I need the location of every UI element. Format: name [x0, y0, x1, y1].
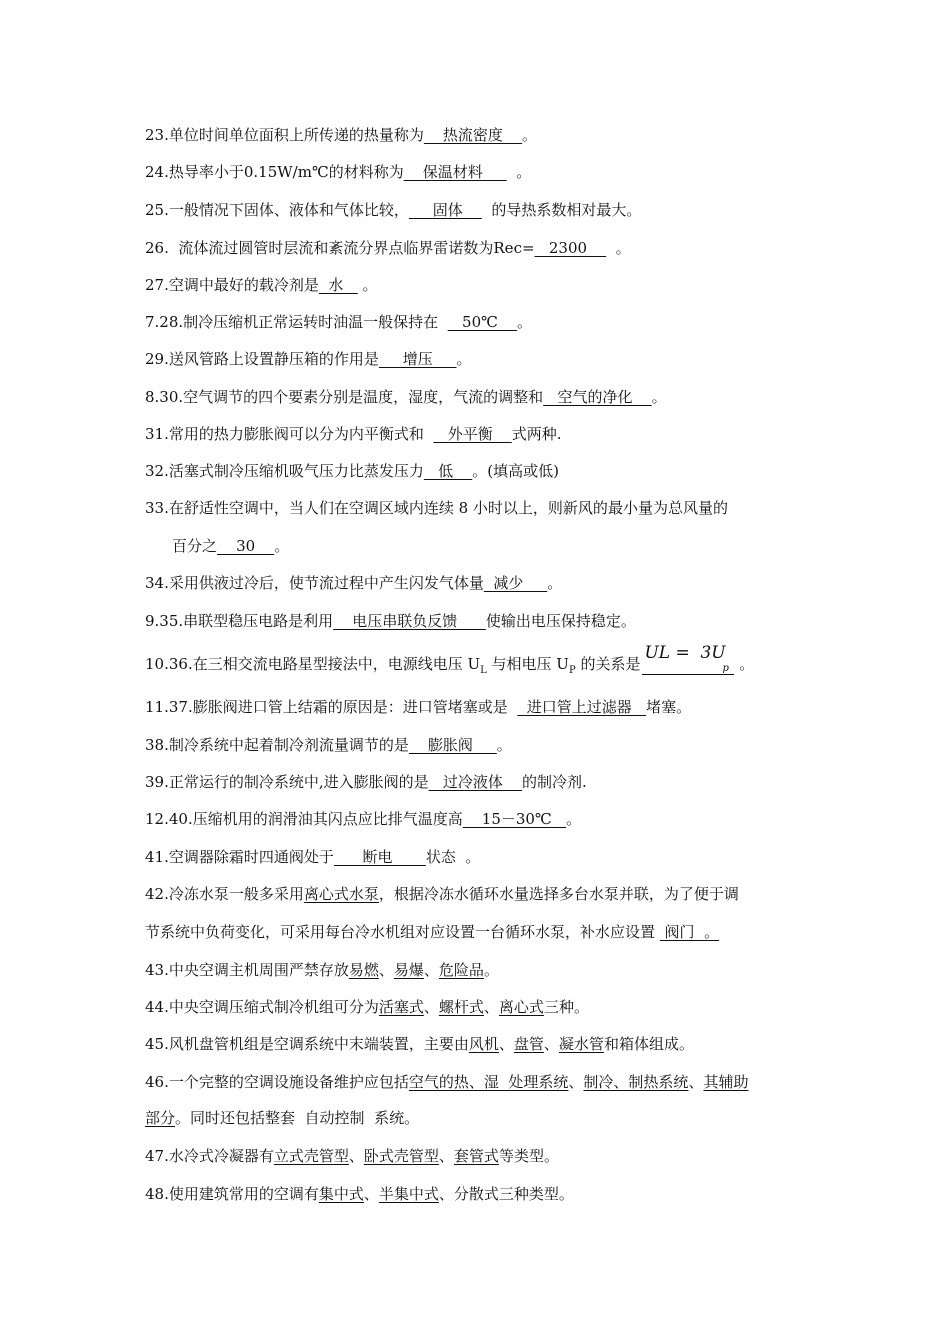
question-text: 25.一般情况下固体、液体和气体比较， — [145, 201, 409, 219]
answer-blank: 危险品 — [438, 961, 484, 979]
question-text: 24.热导率小于0.15W/m℃的材料称为 — [145, 163, 404, 181]
question-line-q38 — [145, 734, 512, 756]
question-text: 与相电压 U — [486, 655, 569, 673]
question-text: 式两种. — [511, 425, 562, 443]
question-text: 。同时还包括整套 自动控制 系统。 — [175, 1109, 420, 1127]
question-text: 。 — [506, 163, 532, 181]
subscript-text: P — [568, 665, 576, 676]
answer-blank: 凝水管 — [558, 1035, 604, 1053]
question-line-q37 — [145, 696, 691, 718]
question-text: 。 — [734, 655, 755, 673]
question-text: 11.37.膨胀阀进口管上结霜的原因是：进口管堵塞或是 — [145, 698, 518, 716]
question-line-q27 — [145, 274, 377, 296]
answer-blank: 低 — [423, 462, 473, 480]
question-text: 27.空调中最好的载冷剂是 — [145, 276, 319, 294]
formula-subscript: p — [722, 663, 729, 674]
question-text: 。 — [274, 537, 290, 555]
question-text: 。 — [606, 239, 631, 257]
question-line-q42a — [145, 883, 739, 905]
question-text: 8.30.空气调节的四个要素分别是温度，湿度，气流的调整和 — [145, 388, 544, 406]
question-text: 9.35.串联型稳压电路是利用 — [145, 612, 334, 630]
question-text: ，根据冷冻水循环水量选择多台水泵并联，为了便于调 — [378, 885, 739, 903]
answer-blank: 制冷、制热系统 — [583, 1073, 689, 1091]
question-line-q42b — [145, 921, 719, 943]
question-text: 状态 。 — [425, 848, 481, 866]
question-line-q48 — [145, 1183, 574, 1205]
question-text: 使输出电压保持稳定。 — [485, 612, 636, 630]
question-line-q33b — [172, 535, 289, 557]
question-line-q43 — [145, 959, 499, 981]
answer-blank: 半集中式 — [378, 1185, 439, 1203]
answer-blank: 立式壳管型 — [273, 1147, 349, 1165]
question-text: 。 — [483, 961, 499, 979]
answer-blank: 热流密度 — [423, 126, 523, 144]
question-text: 7.28.制冷压缩机正常运转时油温一般保持在 — [145, 313, 448, 331]
question-text: 、 — [423, 998, 439, 1016]
question-text: 32.活塞式制冷压缩机吸气压力比蒸发压力 — [145, 462, 424, 480]
answer-blank: 增压 — [378, 350, 457, 368]
question-line-q46b — [145, 1107, 419, 1129]
question-text: 。 — [522, 126, 538, 144]
formula-rhs: 3U — [700, 643, 726, 663]
answer-blank: 阀门 。 — [659, 923, 720, 941]
question-text: 百分之 — [172, 537, 218, 555]
question-line-q35 — [145, 610, 636, 632]
question-text: 三种。 — [543, 998, 589, 1016]
question-text: 29.送风管路上设置静压箱的作用是 — [145, 350, 379, 368]
question-text: 堵塞。 — [646, 698, 692, 716]
question-text: 、 — [543, 1035, 559, 1053]
question-text: 的导热系数相对最大。 — [481, 201, 642, 219]
answer-blank: 空气的净化 — [543, 388, 652, 406]
question-text: 47.水冷式冷凝器有 — [145, 1147, 274, 1165]
question-line-q26 — [145, 237, 631, 259]
question-line-q33a — [145, 497, 728, 519]
answer-blank: 断电 — [333, 848, 426, 866]
question-text: 、 — [378, 961, 394, 979]
question-text: 31.常用的热力膨胀阀可以分为内平衡式和 — [145, 425, 434, 443]
question-text: 23.单位时间单位面积上所传递的热量称为 — [145, 126, 424, 144]
answer-blank: 进口管上过滤器 — [517, 698, 647, 716]
question-text: 。 — [547, 574, 563, 592]
question-text: 、 — [423, 961, 439, 979]
answer-blank: 部分 — [145, 1109, 176, 1127]
answer-blank: 50℃ — [447, 313, 517, 331]
question-text: 45.风机盘管机组是空调系统中末端装置，主要由 — [145, 1035, 469, 1053]
question-text: 和箱体组成。 — [603, 1035, 694, 1053]
question-text: 41.空调器除霜时四通阀处于 — [145, 848, 334, 866]
answer-blank: 2300 — [534, 239, 607, 257]
answer-blank: 过冷液体 — [428, 773, 523, 791]
question-line-q40 — [145, 808, 581, 830]
answer-blank: 30 — [217, 537, 275, 555]
question-text: 48.使用建筑常用的空调有 — [145, 1185, 319, 1203]
question-text: 43.中央空调主机周围严禁存放 — [145, 961, 349, 979]
answer-formula — [642, 643, 734, 675]
question-line-q41 — [145, 846, 480, 868]
answer-blank: 活塞式 — [378, 998, 424, 1016]
answer-blank: 套管式 — [453, 1147, 499, 1165]
question-text: 46.一个完整的空调设施设备维护应包括 — [145, 1073, 409, 1091]
answer-blank: 螺杆式 — [438, 998, 484, 1016]
question-text: 33.在舒适性空调中，当人们在空调区域内连续 8 小时以上，则新风的最小量为总风量的 — [145, 499, 728, 517]
answer-blank: 保温材料 — [403, 163, 507, 181]
answer-blank: 15－30℃ — [462, 810, 567, 828]
answer-blank: 电压串联负反馈 — [333, 612, 486, 630]
question-text: 、 — [438, 1147, 454, 1165]
question-text: 等类型。 — [498, 1147, 559, 1165]
answer-blank: 其辅助 — [703, 1073, 749, 1091]
answer-blank: 离心式水泵 — [303, 885, 379, 903]
answer-blank: 易爆 — [393, 961, 424, 979]
answer-blank: 外平衡 — [433, 425, 512, 443]
question-text: 38.制冷系统中起着制冷剂流量调节的是 — [145, 736, 409, 754]
question-line-q36 — [145, 643, 755, 682]
question-line-q30 — [145, 386, 667, 408]
question-line-q47 — [145, 1145, 559, 1167]
answer-blank: 卧式壳管型 — [363, 1147, 439, 1165]
answer-blank: 易燃 — [348, 961, 379, 979]
question-text: 12.40.压缩机用的润滑油其闪点应比排气温度高 — [145, 810, 463, 828]
question-line-q24 — [145, 161, 531, 183]
question-line-q46a — [145, 1071, 748, 1093]
question-text: 、分散式三种类型。 — [438, 1185, 574, 1203]
question-text: 。 — [516, 313, 532, 331]
question-text: 、 — [498, 1035, 514, 1053]
question-text: 。 — [496, 736, 512, 754]
answer-blank: 膨胀阀 — [408, 736, 497, 754]
question-text: 44.中央空调压缩式制冷机组可分为 — [145, 998, 379, 1016]
answer-blank: 固体 — [408, 201, 482, 219]
question-text: 34.采用供液过冷后，使节流过程中产生闪发气体量 — [145, 574, 484, 592]
question-line-q32 — [145, 460, 559, 482]
answer-blank: 空气的热、湿 处理系统 — [408, 1073, 569, 1091]
question-text: 26. 流体流过圆管时层流和紊流分界点临界雷诺数为Rec= — [145, 239, 535, 257]
question-line-q25 — [145, 199, 641, 221]
answer-blank: 水 — [318, 276, 358, 294]
answer-blank: 离心式 — [498, 998, 544, 1016]
question-line-q29 — [145, 348, 472, 370]
question-line-q45 — [145, 1033, 694, 1055]
question-text: 。 — [566, 810, 582, 828]
question-text: 。(填高或低) — [472, 462, 559, 480]
answer-blank: 集中式 — [318, 1185, 364, 1203]
question-text: 节系统中负荷变化，可采用每台冷水机组对应设置一台循环水泵，补水应设置 — [145, 923, 660, 941]
question-text: 。 — [357, 276, 378, 294]
question-line-q31 — [145, 423, 562, 445]
question-line-q39 — [145, 771, 587, 793]
question-text: 、 — [363, 1185, 379, 1203]
question-text: 。 — [651, 388, 667, 406]
question-text: 的关系是 — [575, 655, 641, 673]
question-line-q28 — [145, 311, 532, 333]
question-text: 10.36.在三相交流电路星型接法中，电源线电压 U — [145, 655, 481, 673]
question-text: 、 — [348, 1147, 364, 1165]
question-text: 、 — [568, 1073, 584, 1091]
question-text: 。 — [456, 350, 472, 368]
answer-blank: 风机 — [468, 1035, 499, 1053]
question-text: 42.冷冻水泵一般多采用 — [145, 885, 304, 903]
answer-blank: 减少 — [483, 574, 548, 592]
question-text: 、 — [688, 1073, 704, 1091]
question-line-q44 — [145, 996, 589, 1018]
formula-lhs: UL = — [644, 643, 690, 663]
question-text: 的制冷剂. — [522, 773, 587, 791]
question-line-q34 — [145, 572, 562, 594]
question-line-q23 — [145, 124, 537, 146]
answer-blank: 盘管 — [513, 1035, 544, 1053]
question-text: 、 — [483, 998, 499, 1016]
subscript-text: L — [480, 665, 487, 676]
question-text: 39.正常运行的制冷系统中,进入膨胀阀的是 — [145, 773, 429, 791]
